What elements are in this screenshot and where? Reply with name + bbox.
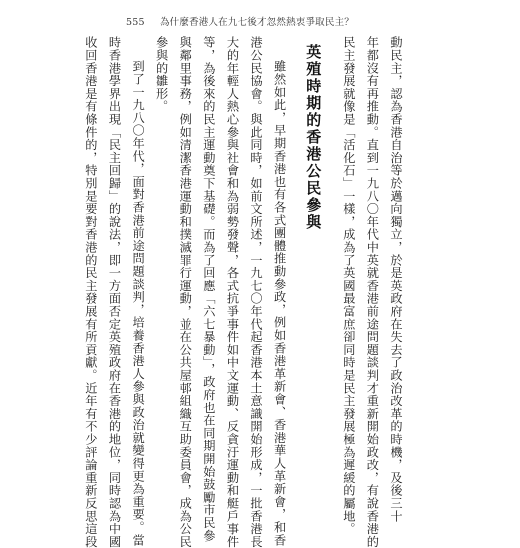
text-column: 等，為後來的民主運動奠下基礎。而為了回應「六七暴動」，政府也在同期開始鼓勵市民參 (201, 36, 216, 542)
page-number: 555 (126, 17, 145, 28)
text-column: 雖然如此，早期香港也有各式團體推動參政，例如香港革新會、香港華人革新會，和香 (272, 60, 287, 547)
text-column: 年都沒有再推動。直到一九八〇年代中英就香港前途問題談判才重新開始政改，有說香港的 (365, 36, 380, 548)
text-column: 與鄰里事務，例如清潔香港運動和撲滅罪行運動，並在公共屋邨組織互助委員會，成為公民 (178, 36, 193, 548)
text-column: 參與的雛形。 (154, 36, 169, 113)
vertical-body-text (78, 36, 407, 548)
text-column: 動民主，認為香港自治等於邁向獨立，於是英政府在失去了政治改革的時機，及後三十 (389, 36, 403, 523)
text-column: 大的年輕人熱心參與社會和為弱勢發聲，各式抗爭事件如中文運動、反貪汙運動和艇戶事件 (225, 36, 240, 548)
text-column: 收回香港是有條件的，特別是要對香港的民主發展有所貢獻。近年有不少評論重新反思這段 (83, 36, 98, 548)
text-column: 到了一九八〇年代，面對香港前途問題談判，培養香港人參與政治就變得更為重要。當 (131, 60, 146, 547)
running-title: 為什麼香港人在九七後才忽然熱衷爭取民主？ (159, 17, 354, 28)
section-heading: 英殖時期的香港公民參與 (304, 43, 323, 231)
page-header (126, 14, 354, 28)
text-column: 港公民協會。與此同時，如前文所述，一九七〇年代起香港本土意識開始形成，一批香港長 (249, 36, 264, 548)
text-column: 時香港學界出現「民主回歸」的說法，即一方面否定英殖政府在香港的地位，同時認為中國 (107, 36, 122, 548)
text-column: 民主發展就像是「活化石」一樣，成為了英國最富庶卻同時是民主發展極為遲緩的屬地。 (341, 36, 356, 536)
